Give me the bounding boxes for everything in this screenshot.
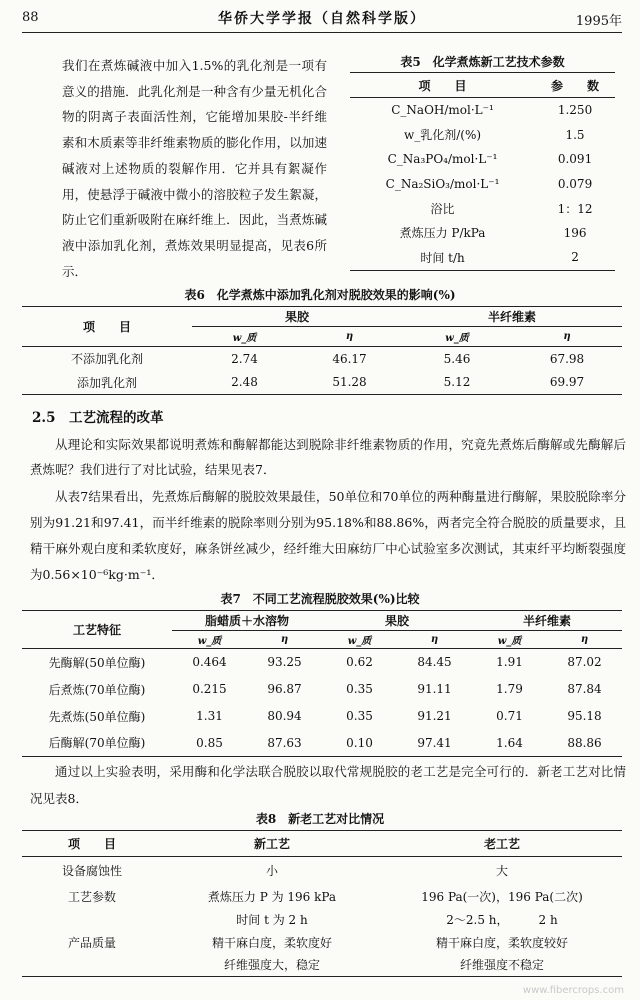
journal-title: 华侨大学学报（自然科学版） <box>218 11 426 27</box>
table-7-cell: 95.18 <box>567 709 602 723</box>
table-row <box>22 908 622 931</box>
table-7-subheader: w_质 <box>472 631 547 649</box>
table-5-value: 1.5 <box>565 127 585 142</box>
table-7-cell: 91.21 <box>417 709 452 723</box>
table-8-new-header: 新工艺 <box>253 837 290 851</box>
table-7-cell: 0.35 <box>346 709 373 723</box>
table-6-subheader: w_质 <box>402 327 512 347</box>
table-8-old-cell: 大 <box>495 864 508 879</box>
table-7-cell: 96.87 <box>267 682 302 696</box>
table-7-row-label: 后煮炼(70单位酶) <box>48 682 146 697</box>
table-7-cell: 97.41 <box>417 735 452 750</box>
table-7-cell: 88.86 <box>567 735 602 750</box>
table-row <box>22 857 622 885</box>
table-7-cell: 1.64 <box>496 735 523 750</box>
section-heading: 2.5 工艺流程的改革 <box>32 410 164 426</box>
table-7-item-header: 工艺特征 <box>22 611 172 649</box>
table-7-cell: 0.71 <box>496 709 523 723</box>
table-row <box>350 98 615 123</box>
table-6-group-pectin: 果胶 <box>192 307 402 327</box>
table-6-cell: 5.12 <box>443 375 471 390</box>
table-8-new-cell: 精干麻白度，柔软度好 <box>211 935 332 950</box>
table-row <box>350 245 615 270</box>
table-7 <box>22 610 622 757</box>
table-5-value: 0.091 <box>557 152 593 167</box>
table-row <box>22 885 622 908</box>
table-7-cell: 0.215 <box>192 682 227 696</box>
table-7-row-label: 先煮炼(50单位酶) <box>48 709 146 724</box>
paragraph-3: 通过以上实验表明，采用酶和化学法联合脱胶以取代常规脱胶的老工艺是完全可行的．新老工艺对比情况见表8． <box>30 764 626 806</box>
table-7-cell: 87.63 <box>267 735 302 750</box>
table-row <box>22 347 622 371</box>
table-5-value: 1：12 <box>557 201 593 216</box>
table-7-cell: 0.35 <box>346 682 373 696</box>
table-7-cell: 0.62 <box>346 655 373 670</box>
table-row <box>350 147 615 172</box>
table-8-old-cell: 2～2.5 h， 2 h <box>446 912 558 927</box>
table-row <box>350 123 615 148</box>
left-column-paragraph: 我们在煮炼碱液中加入1.5%的乳化剂是一项有意义的措施．此乳化剂是一种含有少量无机化合物的阴离子表面活性剂，它能增加果胶-半纤维素和木质素等非纤维素物质的膨化作用，以加速碱液对上述物质的裂解作用．它并具有絮凝作用，使悬浮于碱液中微小的溶胶粒子发生絮凝，防止它们重新吸附在麻纤维上．因此，当煮炼碱液中添加乳化剂，煮炼效果明显提高，见表6所示． <box>62 58 327 279</box>
table-row <box>350 196 615 221</box>
table-7-row-label: 先酶解(50单位酶) <box>48 655 146 670</box>
table-5-param: C_NaOH/mol·L⁻¹ <box>391 103 494 118</box>
table-8-old-cell: 纤维强度不稳定 <box>459 958 544 973</box>
table-row <box>350 172 615 197</box>
table-8-old-cell: 精干麻白度，柔软度较好 <box>435 935 568 950</box>
table-6-subheader: w_质 <box>192 327 297 347</box>
table-5-header-value: 参 数 <box>535 73 615 98</box>
table-7-group-pectin: 果胶 <box>322 611 472 631</box>
table-8-item-header: 项 目 <box>67 837 116 851</box>
table-8-row-label: 产品质量 <box>67 935 116 950</box>
table-7-cell: 1.31 <box>196 709 223 723</box>
table-5-param: C_Na₃PO₄/mol·L⁻¹ <box>387 152 498 167</box>
table-8-row-label: 工艺参数 <box>67 889 116 904</box>
table-6-row-label: 添加乳化剂 <box>76 375 137 390</box>
table-7-subheader: η <box>247 631 322 649</box>
table-7-subheader: η <box>397 631 472 649</box>
table-7-cell: 87.84 <box>567 682 602 696</box>
table-6-cell: 46.17 <box>332 351 367 366</box>
table-6-subheader: η <box>297 327 402 347</box>
table-8-old-header: 老工艺 <box>483 837 520 851</box>
running-header <box>22 8 622 33</box>
table-row <box>22 676 622 703</box>
table-6-cell: 5.46 <box>443 351 471 366</box>
table-7-cell: 84.45 <box>417 655 452 670</box>
table-7-group-hemicellulose: 半纤维素 <box>472 611 622 631</box>
table-5-param: 煮炼压力 P/kPa <box>399 226 486 241</box>
table-8-new-cell: 纤维强度大，稳定 <box>223 958 320 973</box>
table-7-subheader: η <box>547 631 622 649</box>
table-7-cell: 0.85 <box>196 735 223 750</box>
table-6-cell: 51.28 <box>332 375 367 390</box>
table-6-cell: 2.48 <box>231 375 258 390</box>
table-7-cell: 93.25 <box>267 655 302 670</box>
paragraph-1: 从理论和实际效果都说明煮炼和酶解都能达到脱除非纤维素物质的作用，究竟先煮炼后酶解或先酶解后煮炼呢？我们进行了对比试验，结果见表7． <box>30 437 626 477</box>
watermark: www.fibercrops.com <box>522 985 624 996</box>
table-row <box>22 371 622 395</box>
table-7-row-label: 后酶解(70单位酶) <box>48 736 146 751</box>
table-6-cell: 69.97 <box>549 375 585 390</box>
table-6-group-hemicellulose: 半纤维素 <box>402 307 622 327</box>
table-7-cell: 1.79 <box>496 682 523 696</box>
table-5-value: 0.079 <box>557 176 593 191</box>
table-5-value: 2 <box>535 245 615 270</box>
table-8-old-cell: 196 Pa(一次)，196 Pa(二次) <box>421 889 583 904</box>
table-row <box>22 931 622 954</box>
table-7-cell: 91.11 <box>417 682 452 696</box>
table-6-caption: 表6 化学煮炼中添加乳化剂对脱胶效果的影响(%) <box>184 288 456 302</box>
table-7-cell: 0.464 <box>192 655 227 670</box>
table-7-group-wax: 脂蜡质＋水溶物 <box>172 611 322 631</box>
table-5-header-item: 项 目 <box>350 73 535 98</box>
table-5-caption: 表5 化学煮炼新工艺技术参数 <box>400 55 565 69</box>
table-7-cell: 0.10 <box>346 735 373 750</box>
table-5-param: 时间 t/h <box>350 245 535 270</box>
table-7-caption: 表7 不同工艺流程脱胶效果(%)比较 <box>220 592 420 606</box>
table-7-cell: 1.91 <box>496 655 523 670</box>
page-number: 88 <box>22 10 39 25</box>
table-6 <box>22 306 622 395</box>
table-6-item-header: 项 目 <box>22 307 192 347</box>
table-row <box>22 730 622 757</box>
table-8 <box>22 830 622 977</box>
table-6-cell: 67.98 <box>549 351 585 366</box>
table-5-value: 196 <box>563 225 587 240</box>
paragraph-2: 从表7结果看出，先煮炼后酶解的脱胶效果最佳，50单位和70单位的两种酶量进行酶解，果胶脱除率分别为91.21和97.41，而半纤维素的脱除率则分别为95.18%和88.86%，两者完全符合脱胶的质量要求，且精干麻外观白度和柔软度好，麻条饼丝减少，经纤维大田麻纺厂中心试验室多次测试，其束纤平均断裂强度为0.56×10⁻⁶kg·m⁻¹． <box>30 489 626 582</box>
table-5-param: C_Na₂SiO₃/mol·L⁻¹ <box>385 176 500 191</box>
table-7-cell: 80.94 <box>267 709 302 723</box>
table-5-value: 1.250 <box>557 103 593 118</box>
table-row <box>22 703 622 730</box>
table-8-new-cell: 时间 t 为 2 h <box>236 912 308 927</box>
table-7-subheader: w_质 <box>322 631 397 649</box>
table-row <box>22 954 622 977</box>
table-6-row-label: 不添加乳化剂 <box>70 352 143 367</box>
table-6-cell: 2.74 <box>231 351 258 366</box>
table-5-param: 浴比 <box>430 201 455 216</box>
table-row <box>350 221 615 246</box>
table-8-caption: 表8 新老工艺对比情况 <box>255 812 385 826</box>
table-5-param: w_乳化剂/(%) <box>403 128 482 143</box>
table-6-subheader: η <box>512 327 622 347</box>
table-row <box>22 649 622 676</box>
journal-year: 1995年 <box>575 14 622 29</box>
table-7-subheader: w_质 <box>172 631 247 649</box>
table-5 <box>350 52 615 271</box>
table-8-new-cell: 煮炼压力 P 为 196 kPa <box>207 889 337 904</box>
table-7-cell: 87.02 <box>567 655 602 670</box>
table-8-new-cell: 小 <box>265 864 278 879</box>
table-8-row-label: 设备腐蚀性 <box>61 864 122 879</box>
